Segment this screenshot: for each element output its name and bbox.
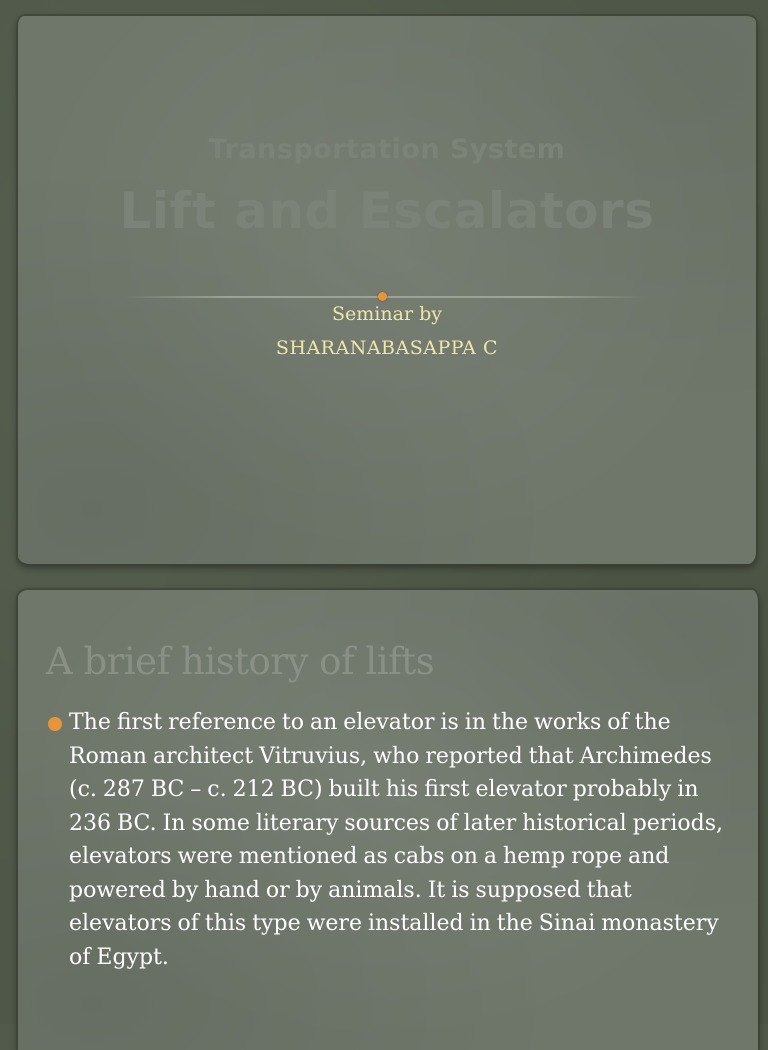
slide-title-small: Transportation System [208, 134, 566, 165]
slide-heading: A brief history of lifts [46, 640, 435, 683]
title-slide [18, 16, 756, 564]
slide-title-large: Lift and Escalators [119, 182, 655, 240]
bullet-text: The first reference to an elevator is in the works of the Roman architect Vitruvius, who reported that Archimedes (c. 287 BC – c. 212 BC) built his first elevator probably in 236 BC. In some literary sources of later historical periods, elevators were mentioned as cabs on a hemp rope and powered by hand or by animals. It is supposed that elevators of this type were installed in the Sinai monastery of Egypt. [69, 710, 723, 970]
subtitle-presenter-label: Seminar by [332, 303, 442, 325]
orange-dot-icon [378, 292, 387, 301]
orange-bullet-icon [48, 717, 62, 731]
subtitle-presenter-name: SHARANABASAPPA C [275, 337, 499, 359]
bullet-list-item [48, 706, 728, 974]
content-slide [18, 590, 758, 1050]
